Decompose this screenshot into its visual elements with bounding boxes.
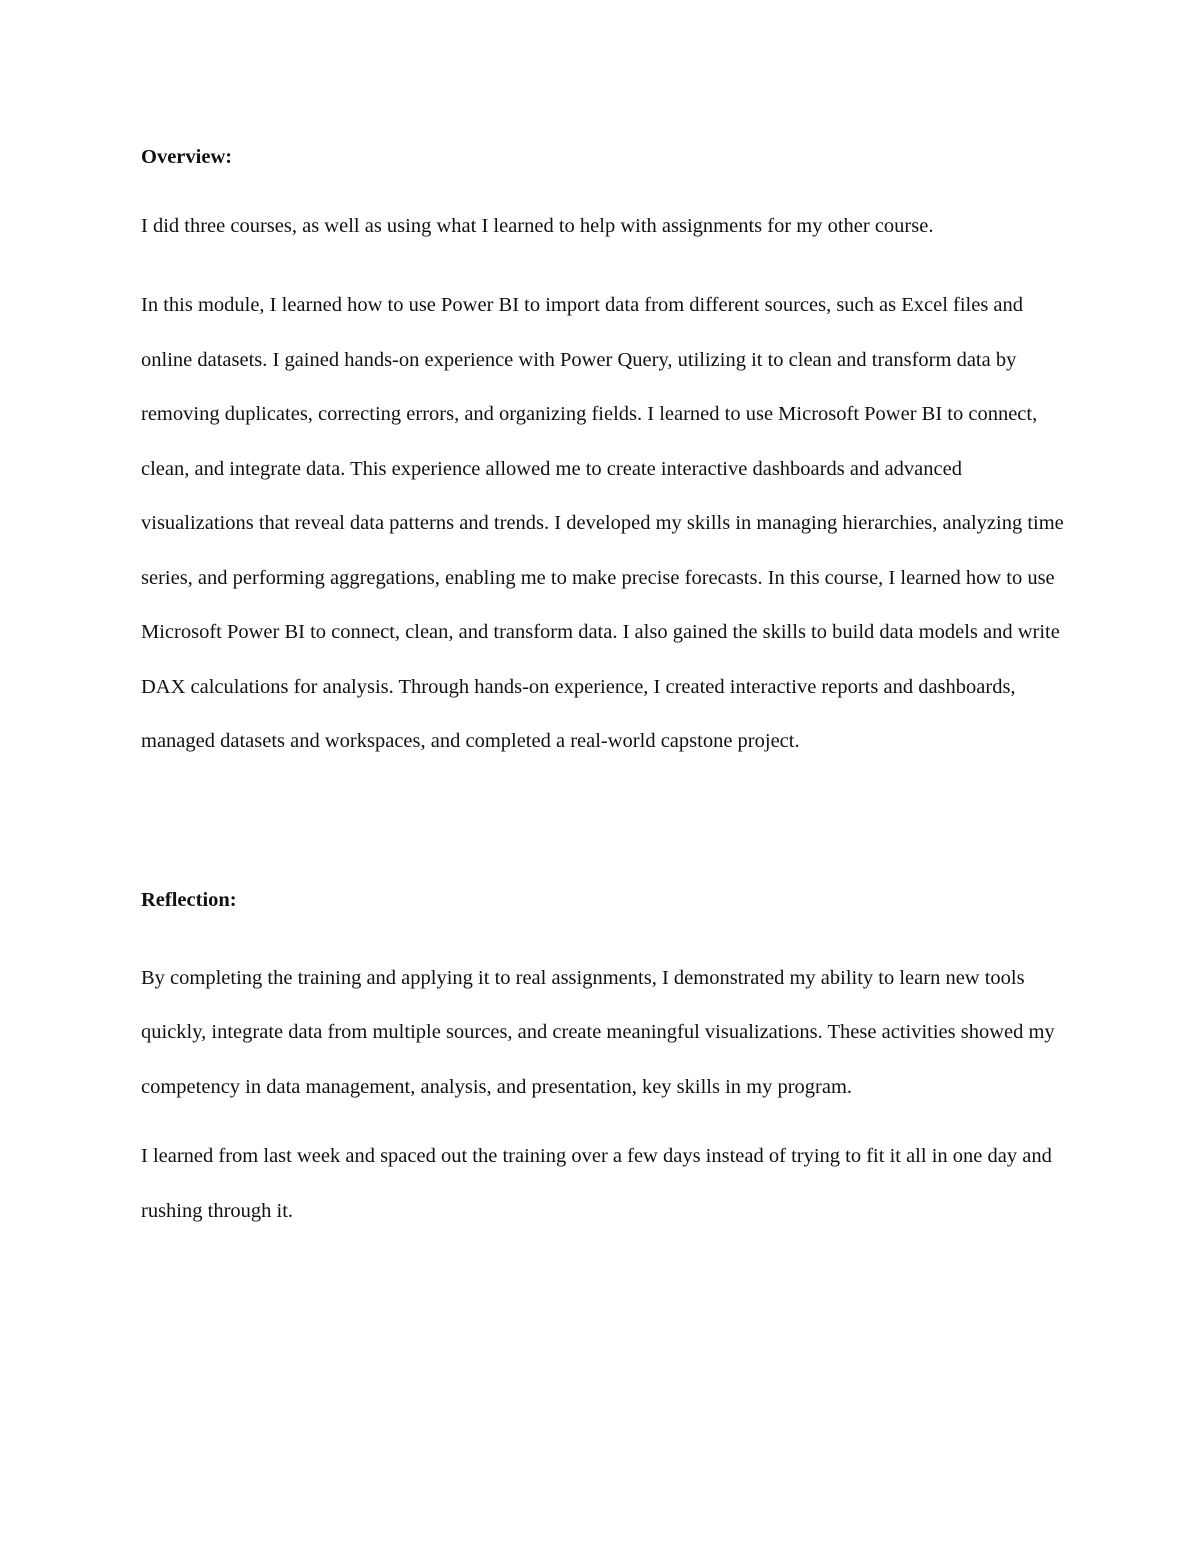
reflection-paragraph-2: I learned from last week and spaced out the training over a few days instead of trying to fit it all in one day and rushing through it. [141, 1145, 1052, 1222]
overview-paragraph-2: In this module, I learned how to use Power BI to import data from different sources, such as Excel files and online datasets. I gained hands-on experience with Power Query, utilizing it to clean and transform data by removing duplicates, correcting errors, and organizing fields. I learned to use Microsoft Power BI to connect, clean, and integrate data. This experience allowed me to create interactive dashboards and advanced visualizations that reveal data patterns and trends. I developed my skills in managing hierarchies, analyzing time series, and performing aggregations, enabling me to make precise forecasts. In this course, I learned how to use Microsoft Power BI to connect, clean, and transform data. I also gained the skills to build data models and write DAX calculations for analysis. Through hands-on experience, I created interactive reports and dashboards, managed datasets and workspaces, and completed a real-world capstone project. [141, 294, 1064, 752]
overview-paragraph-1: I did three courses, as well as using what I learned to help with assignments for my other course. [141, 215, 934, 237]
reflection-paragraph-1: By completing the training and applying it to real assignments, I demonstrated my ability to learn new tools quickly, integrate data from multiple sources, and create meaningful visualizations. These activities showed my competency in data management, analysis, and presentation, key skills in my program. [141, 966, 1055, 1098]
reflection-heading: Reflection: [141, 888, 237, 911]
section-spacer [141, 784, 1066, 882]
overview-heading: Overview: [141, 146, 233, 168]
document-page [141, 139, 1066, 1253]
